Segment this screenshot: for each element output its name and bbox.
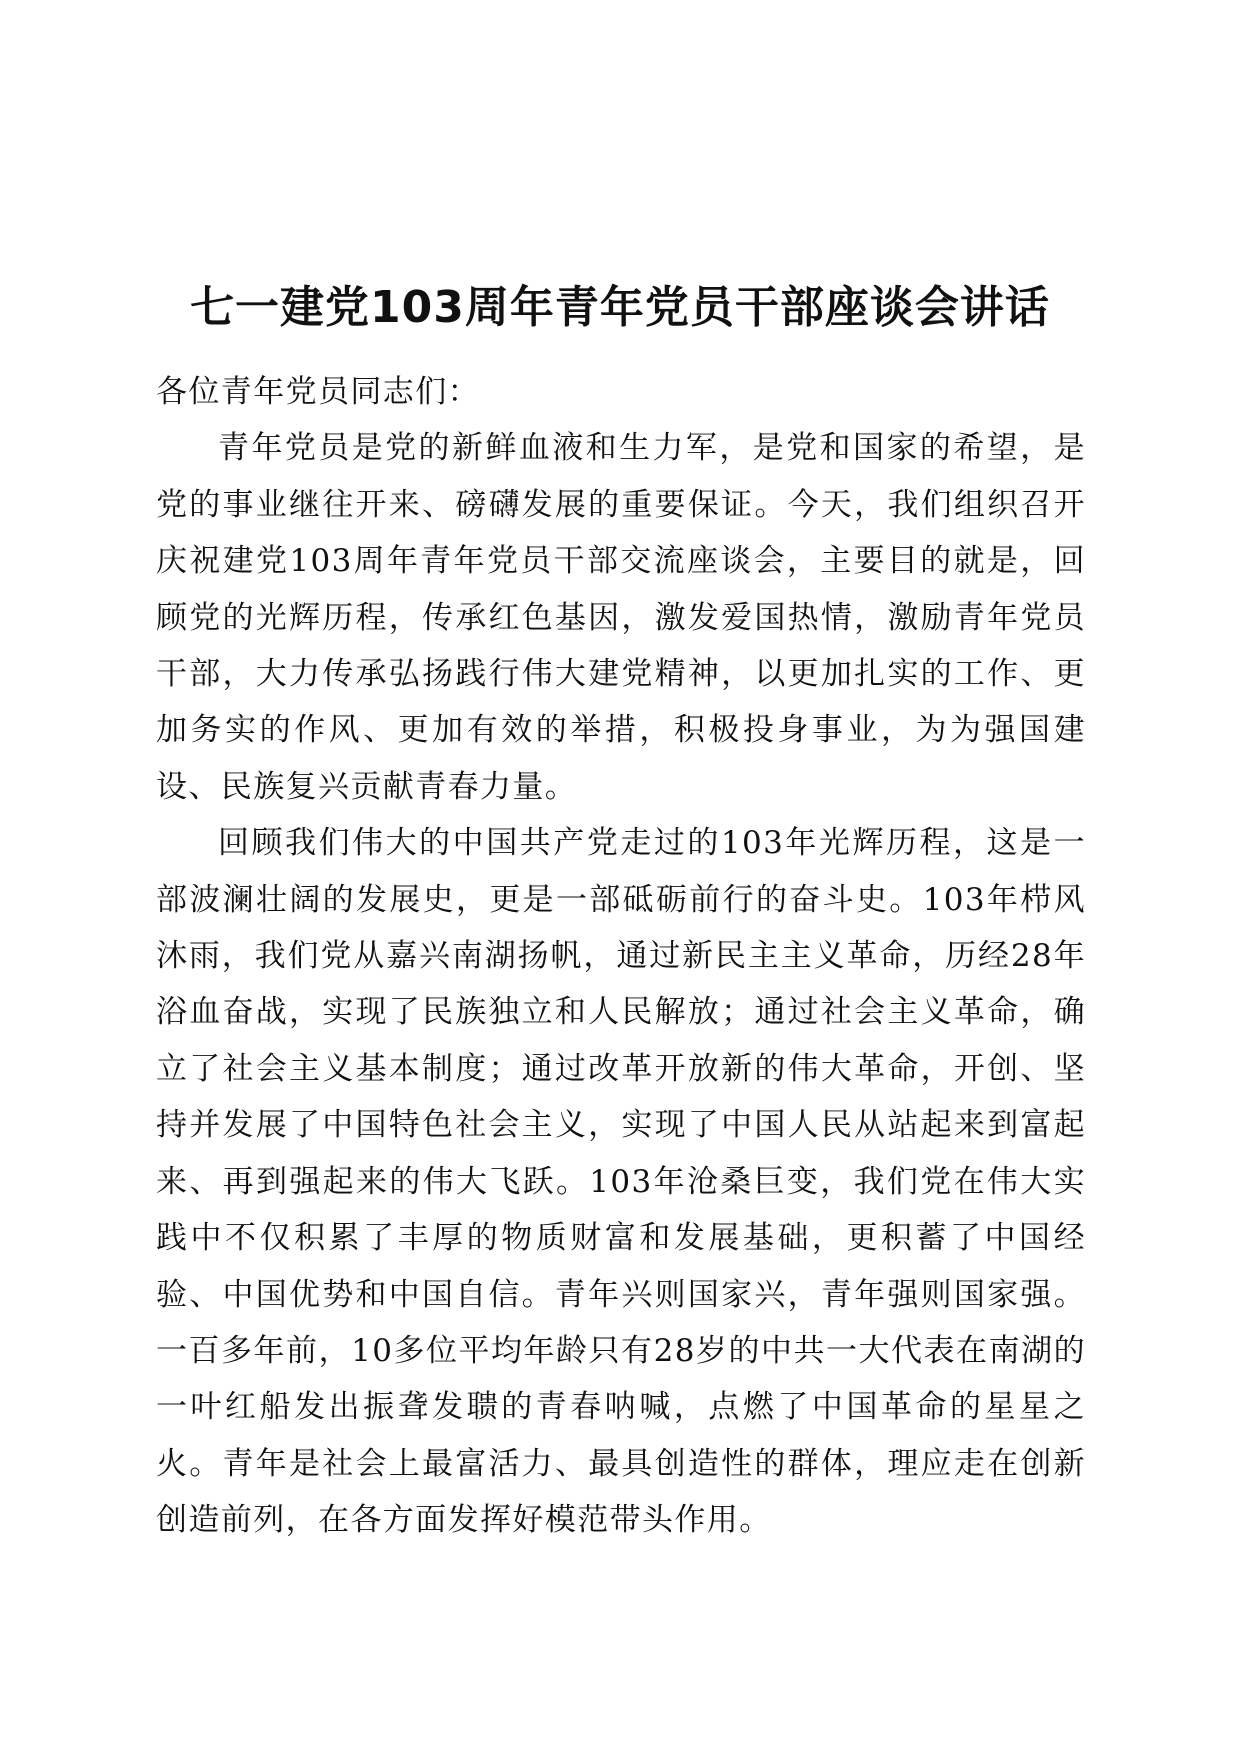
paragraph: 回顾我们伟大的中国共产党走过的103年光辉历程，这是一部波澜壮阔的发展史，更是一部砥砺前行的奋斗史。103年栉风沐雨，我们党从嘉兴南湖扬帆，通过新民主主义革命，历经28年浴血奋战，实现了民族独立和人民解放；通过社会主义革命，确立了社会主义基本制度；通过改革开放新的伟大革命，开创、坚持并发展了中国特色社会主义，实现了中国人民从站起来到富起来、再到强起来的伟大飞跃。103年沧桑巨变，我们党在伟大实践中不仅积累了丰厚的物质财富和发展基础，更积蓄了中国经验、中国优势和中国自信。青年兴则国家兴，青年强则国家强。一百多年前，10多位平均年龄只有28岁的中共一大代表在南湖的一叶红船发出振聋发聩的青春呐喊，点燃了中国革命的星星之火。青年是社会上最富活力、最具创造性的群体，理应走在创新创造前列，在各方面发挥好模范带头作用。 — [156, 825, 1086, 1539]
document-title: 七一建党103周年青年党员干部座谈会讲话 — [190, 282, 1050, 333]
paragraph: 青年党员是党的新鲜血液和生力军，是党和国家的希望，是党的事业继往开来、磅礴发展的重要保证。今天，我们组织召开庆祝建党103周年青年党员干部交流座谈会，主要目的就是，回顾党的光辉历程，传承红色基因，激发爱国热情，激励青年党员干部，大力传承弘扬践行伟大建党精神，以更加扎实的工作、更加务实的作风、更加有效的举措，积极投身事业，为为强国建设、民族复兴贡献青春力量。 — [156, 430, 1086, 805]
document-body — [156, 364, 1086, 1549]
salutation: 各位青年党员同志们： — [156, 374, 480, 410]
